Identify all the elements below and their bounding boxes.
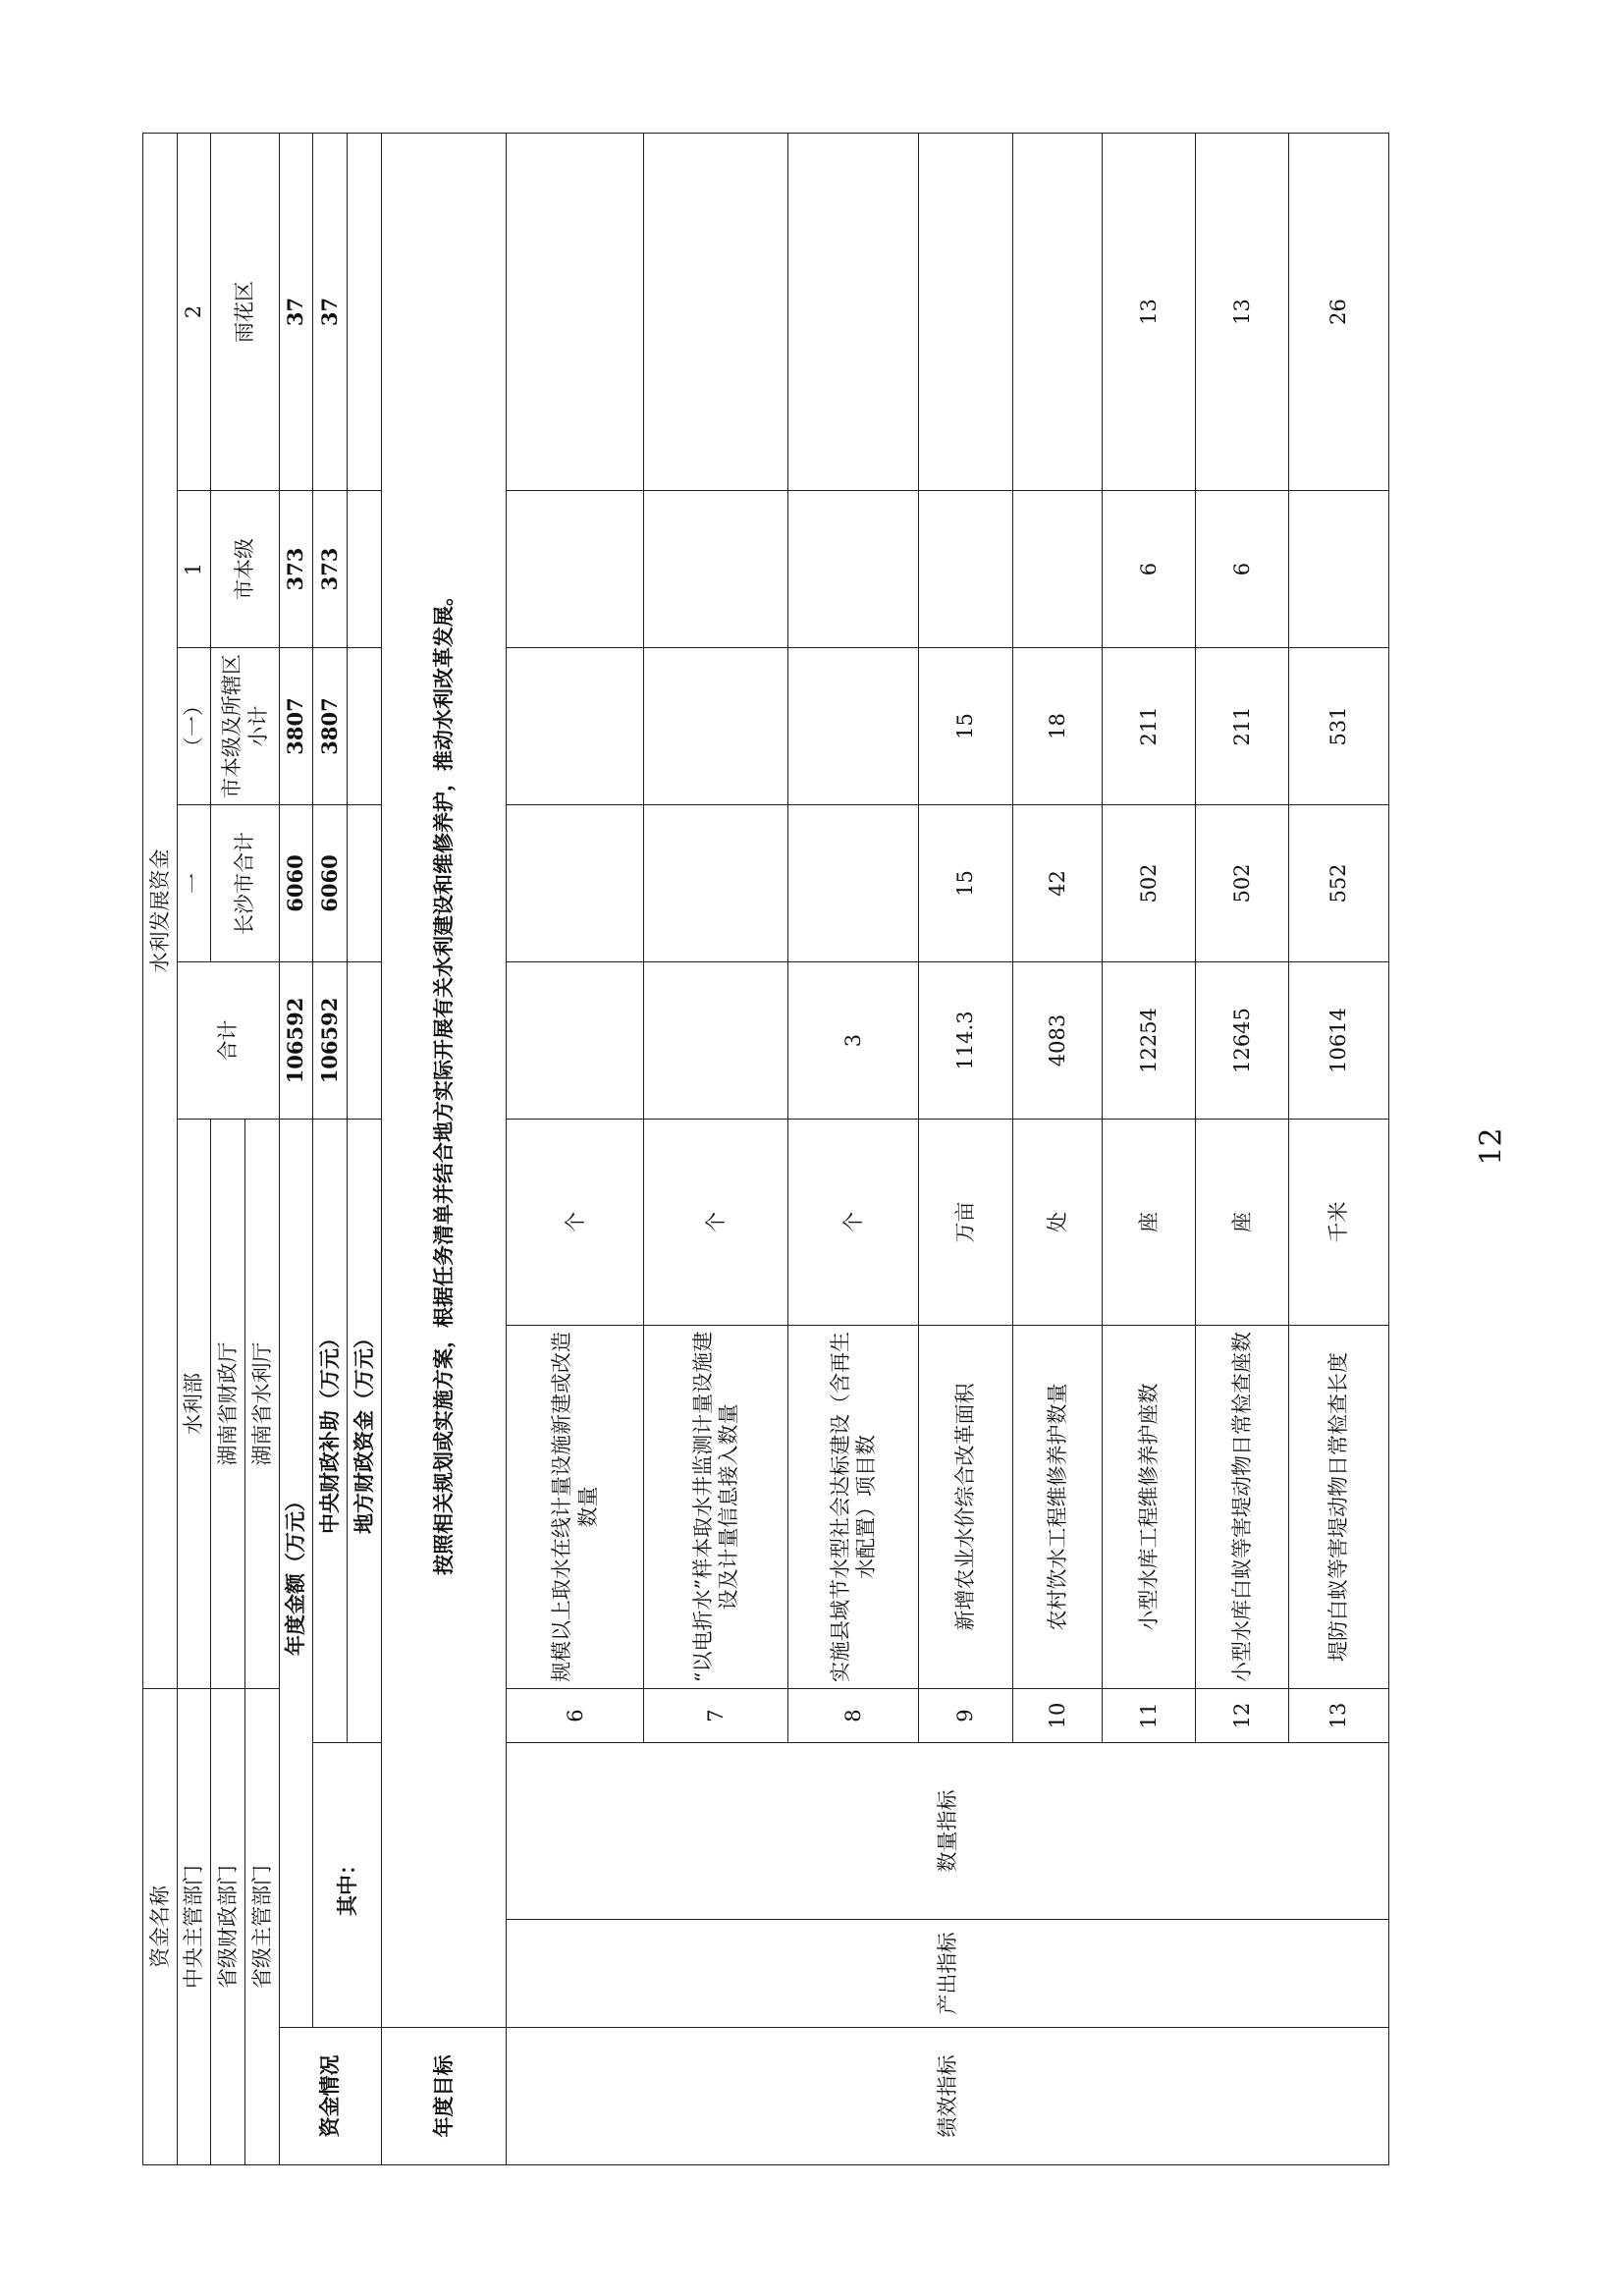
prov-dept-value: 湖南省水利厅 <box>245 1120 280 1689</box>
indicator-value <box>644 491 787 648</box>
indicator-value <box>787 491 919 648</box>
indicator-value: 114.3 <box>919 962 1012 1120</box>
annual-amount-label: 年度金额（万元） <box>279 1120 313 2028</box>
indicator-name: “以电折水”样本取水井监测计量设施建设及计量信息接入数量 <box>644 1326 787 1689</box>
indicator-value: 12254 <box>1103 962 1195 1120</box>
rotated-table-page <box>142 133 1389 2165</box>
indicator-value: 502 <box>1195 805 1288 962</box>
output-indicator-label: 产出指标 <box>507 1920 1389 2028</box>
indicator-value <box>507 805 644 962</box>
central-subsidy-label: 中央财政补助（万元） <box>313 1120 348 1743</box>
col-name-1: 长沙市合计 <box>211 805 279 962</box>
annual-target-text: 按照相关规划或实施方案，根据任务清单并结合地方实际开展有关水利建设和维修养护，推动水利改革发展。 <box>381 134 506 2028</box>
indicator-value: 502 <box>1103 805 1195 962</box>
annual-value-1: 6060 <box>279 805 313 962</box>
indicator-value <box>787 134 919 491</box>
annual-value-4: 37 <box>279 134 313 491</box>
indicator-value: 12645 <box>1195 962 1288 1120</box>
indicator-value: 211 <box>1103 648 1195 805</box>
indicator-value <box>787 805 919 962</box>
indicator-value <box>1012 134 1103 491</box>
fund-name-label: 资金名称 <box>143 1689 178 2165</box>
local-fund-label: 地方财政资金（万元） <box>348 1120 382 1743</box>
prov-finance-value: 湖南省财政厅 <box>211 1120 245 1689</box>
indicator-value <box>507 491 644 648</box>
indicator-value: 15 <box>919 648 1012 805</box>
col-index-2: （一） <box>177 648 211 805</box>
indicator-value: 13 <box>1103 134 1195 491</box>
indicator-value: 4083 <box>1012 962 1103 1120</box>
central-value-1: 6060 <box>313 805 348 962</box>
indicator-name: 小型水库白蚁等害堤动物日常检查座数 <box>1195 1326 1288 1689</box>
indicator-unit: 万亩 <box>919 1120 1012 1326</box>
indicator-value: 531 <box>1289 648 1389 805</box>
col-name-2: 市本级及所辖区小计 <box>211 648 279 805</box>
indicator-no: 7 <box>644 1689 787 1743</box>
indicator-value <box>644 134 787 491</box>
funding-section-label: 资金情况 <box>279 2028 381 2165</box>
indicator-unit: 个 <box>507 1120 644 1326</box>
perf-indicator-label: 绩效指标 <box>507 2028 1389 2165</box>
indicator-value <box>507 648 644 805</box>
central-value-4: 37 <box>313 134 348 491</box>
indicator-value <box>644 805 787 962</box>
indicator-value: 6 <box>1103 491 1195 648</box>
prov-dept-label: 省级主管部门 <box>245 1689 280 2165</box>
indicator-value <box>644 962 787 1120</box>
indicator-value: 211 <box>1195 648 1288 805</box>
fund-name-value: 水利发展资金 <box>143 134 178 1689</box>
indicator-value: 10614 <box>1289 962 1389 1120</box>
col-index-4: 2 <box>177 134 211 491</box>
indicator-value: 13 <box>1195 134 1288 491</box>
indicator-value: 42 <box>1012 805 1103 962</box>
col-total-name: 合计 <box>177 962 279 1120</box>
indicator-no: 9 <box>919 1689 1012 1743</box>
prov-finance-label: 省级财政部门 <box>211 1689 245 2165</box>
col-name-4: 雨花区 <box>211 134 279 491</box>
indicator-value <box>1289 491 1389 648</box>
local-value-0 <box>348 962 382 1120</box>
local-value-1 <box>348 805 382 962</box>
annual-target-label: 年度目标 <box>381 2028 506 2165</box>
indicator-unit: 个 <box>787 1120 919 1326</box>
central-value-0: 106592 <box>313 962 348 1120</box>
indicator-value: 26 <box>1289 134 1389 491</box>
indicator-value <box>919 134 1012 491</box>
local-value-2 <box>348 648 382 805</box>
indicator-unit: 千米 <box>1289 1120 1389 1326</box>
indicator-unit: 座 <box>1103 1120 1195 1326</box>
indicator-no: 12 <box>1195 1689 1288 1743</box>
central-dept-label: 中央主管部门 <box>177 1689 211 2165</box>
indicator-no: 6 <box>507 1689 644 1743</box>
indicator-value: 552 <box>1289 805 1389 962</box>
indicator-name: 农村饮水工程维修养护数量 <box>1012 1326 1103 1689</box>
budget-table <box>142 133 1389 2165</box>
indicator-value <box>507 962 644 1120</box>
indicator-no: 13 <box>1289 1689 1389 1743</box>
annual-value-2: 3807 <box>279 648 313 805</box>
indicator-no: 11 <box>1103 1689 1195 1743</box>
central-value-2: 3807 <box>313 648 348 805</box>
col-index-1: 一 <box>177 805 211 962</box>
page-number: 12 <box>1474 1127 1509 1166</box>
local-value-4 <box>348 134 382 491</box>
indicator-value: 18 <box>1012 648 1103 805</box>
indicator-name: 新增农业水价综合改革面积 <box>919 1326 1012 1689</box>
annual-value-0: 106592 <box>279 962 313 1120</box>
col-index-3: 1 <box>177 491 211 648</box>
indicator-value <box>919 491 1012 648</box>
indicator-value: 6 <box>1195 491 1288 648</box>
indicator-value <box>787 648 919 805</box>
indicator-no: 8 <box>787 1689 919 1743</box>
quantity-indicator-label: 数量指标 <box>507 1743 1389 1920</box>
indicator-unit: 处 <box>1012 1120 1103 1326</box>
indicator-name: 小型水库工程维修养护座数 <box>1103 1326 1195 1689</box>
indicator-value <box>507 134 644 491</box>
indicator-value: 15 <box>919 805 1012 962</box>
indicator-no: 10 <box>1012 1689 1103 1743</box>
indicator-unit: 座 <box>1195 1120 1288 1326</box>
central-value-3: 373 <box>313 491 348 648</box>
indicator-value: 3 <box>787 962 919 1120</box>
indicator-name: 实施县域节水型社会达标建设（含再生水配置）项目数 <box>787 1326 919 1689</box>
central-dept-value: 水利部 <box>177 1120 211 1689</box>
annual-value-3: 373 <box>279 491 313 648</box>
indicator-name: 规模以上取水在线计量设施新建或改造数量 <box>507 1326 644 1689</box>
indicator-value <box>644 648 787 805</box>
local-value-3 <box>348 491 382 648</box>
indicator-name: 堤防白蚁等害堤动物日常检查长度 <box>1289 1326 1389 1689</box>
col-name-3: 市本级 <box>211 491 279 648</box>
indicator-unit: 个 <box>644 1120 787 1326</box>
among-label: 其中： <box>313 1743 381 2028</box>
indicator-value <box>1012 491 1103 648</box>
